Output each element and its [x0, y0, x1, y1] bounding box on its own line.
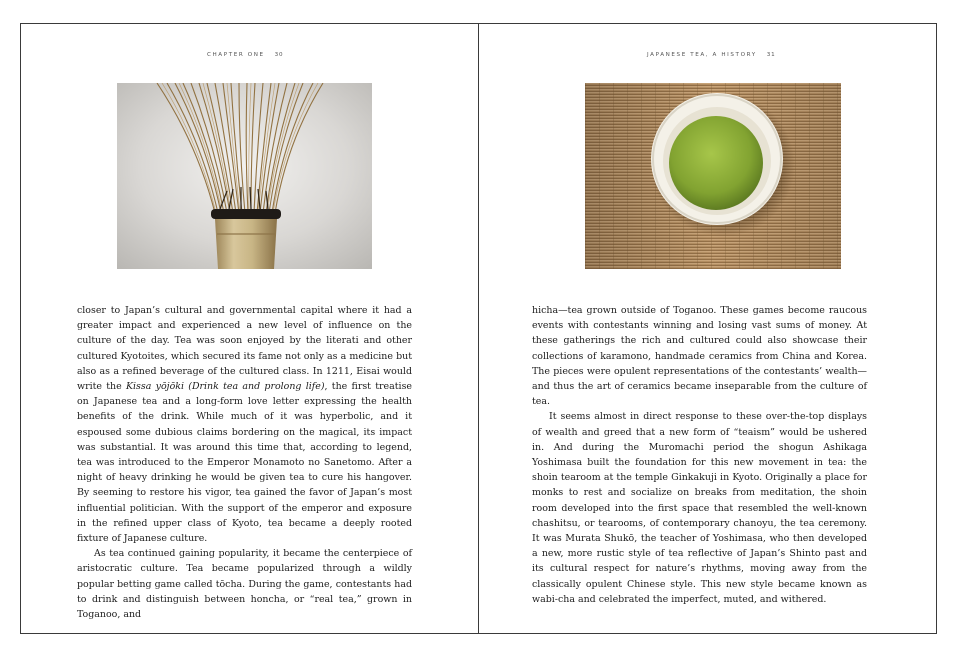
tea-whisk-photo: [117, 83, 372, 269]
page-number-left: 30: [274, 52, 284, 58]
running-header-right: [647, 52, 775, 58]
chapter-label: CHAPTER ONE: [207, 52, 265, 58]
page-number-right: 31: [766, 52, 776, 58]
book-title-label: JAPANESE TEA, A HISTORY: [647, 52, 757, 58]
matcha-bowl-photo: [585, 83, 841, 269]
right-body-text: [532, 303, 867, 607]
left-page: [20, 23, 479, 634]
right-page: [478, 23, 937, 634]
paragraph: hicha—tea grown outside of Toganoo. These games become raucous events with contestants winning and losing vast sums of money. At these gatherings the rich and cultured could also showcase their collections of karamono, handmade ceramics from China and Korea. The pieces were opulent representations of the contestants’ wealth—and thus the art of ceramics became inseparable from the culture of tea.: [532, 305, 867, 408]
left-body-text: [77, 303, 412, 622]
paragraph: It seems almost in direct response to these over-the-top displays of wealth and greed that a new form of “teaism” would be ushered in. And during the Muromachi period the shogun Ashikaga Yoshimasa built the foundation for this new movement in tea: the shoin tearoom at the temple Ginkakuji in Kyoto. Originally a place for monks to rest and socialize on breaks from meditation, the shoin room developed into the first space that resembled the well-known chashitsu, or tearooms, of contemporary chanoyu, the tea ceremony. It was Murata Shukō, the teacher of Yoshimasa, who then developed a new, more rustic style of tea reflective of Japan’s Shinto past and its cultural respect for nature’s rhythms, moving away from the classically opulent Chinese style. This new style became known as wabi-cha and celebrated the imperfect, muted, and withered.: [532, 411, 867, 605]
running-header-left: [207, 52, 283, 58]
paragraph: closer to Japan’s cultural and governmental capital where it had a greater impact and experienced a new level of influence on the culture of the day. Tea was soon enjoyed by the literati and other cultured Kyotoites, which secured its fame not only as a medicine but also as a refined beverage of the cultured class. In 1211, Eisai would write the Kissa yōjōki (Drink tea and prolong life), the first treatise on Japanese tea and a long-form love letter expressing the health benefits of the drink. While much of it was hyperbolic, and it espoused some dubious claims bordering on the magical, its impact was substantial. It was around this time that, according to legend, tea was introduced to the Emperor Monamoto no Sanetomo. After a night of heavy drinking he would be given tea to cure his hangover. By seeming to restore his vigor, tea gained the favor of Japan’s most influential politician. With the support of the emperor and exposure in the refined upper class of Kyoto, tea became a deeply rooted fixture of Japanese culture.: [77, 305, 412, 545]
paragraph: As tea continued gaining popularity, it became the centerpiece of aristocratic culture. Tea became popularized through a wildly popular betting game called tōcha. During the game, contestants had to drink and distinguish between honcha, or “real tea,” grown in Toganoo, and: [77, 548, 412, 621]
